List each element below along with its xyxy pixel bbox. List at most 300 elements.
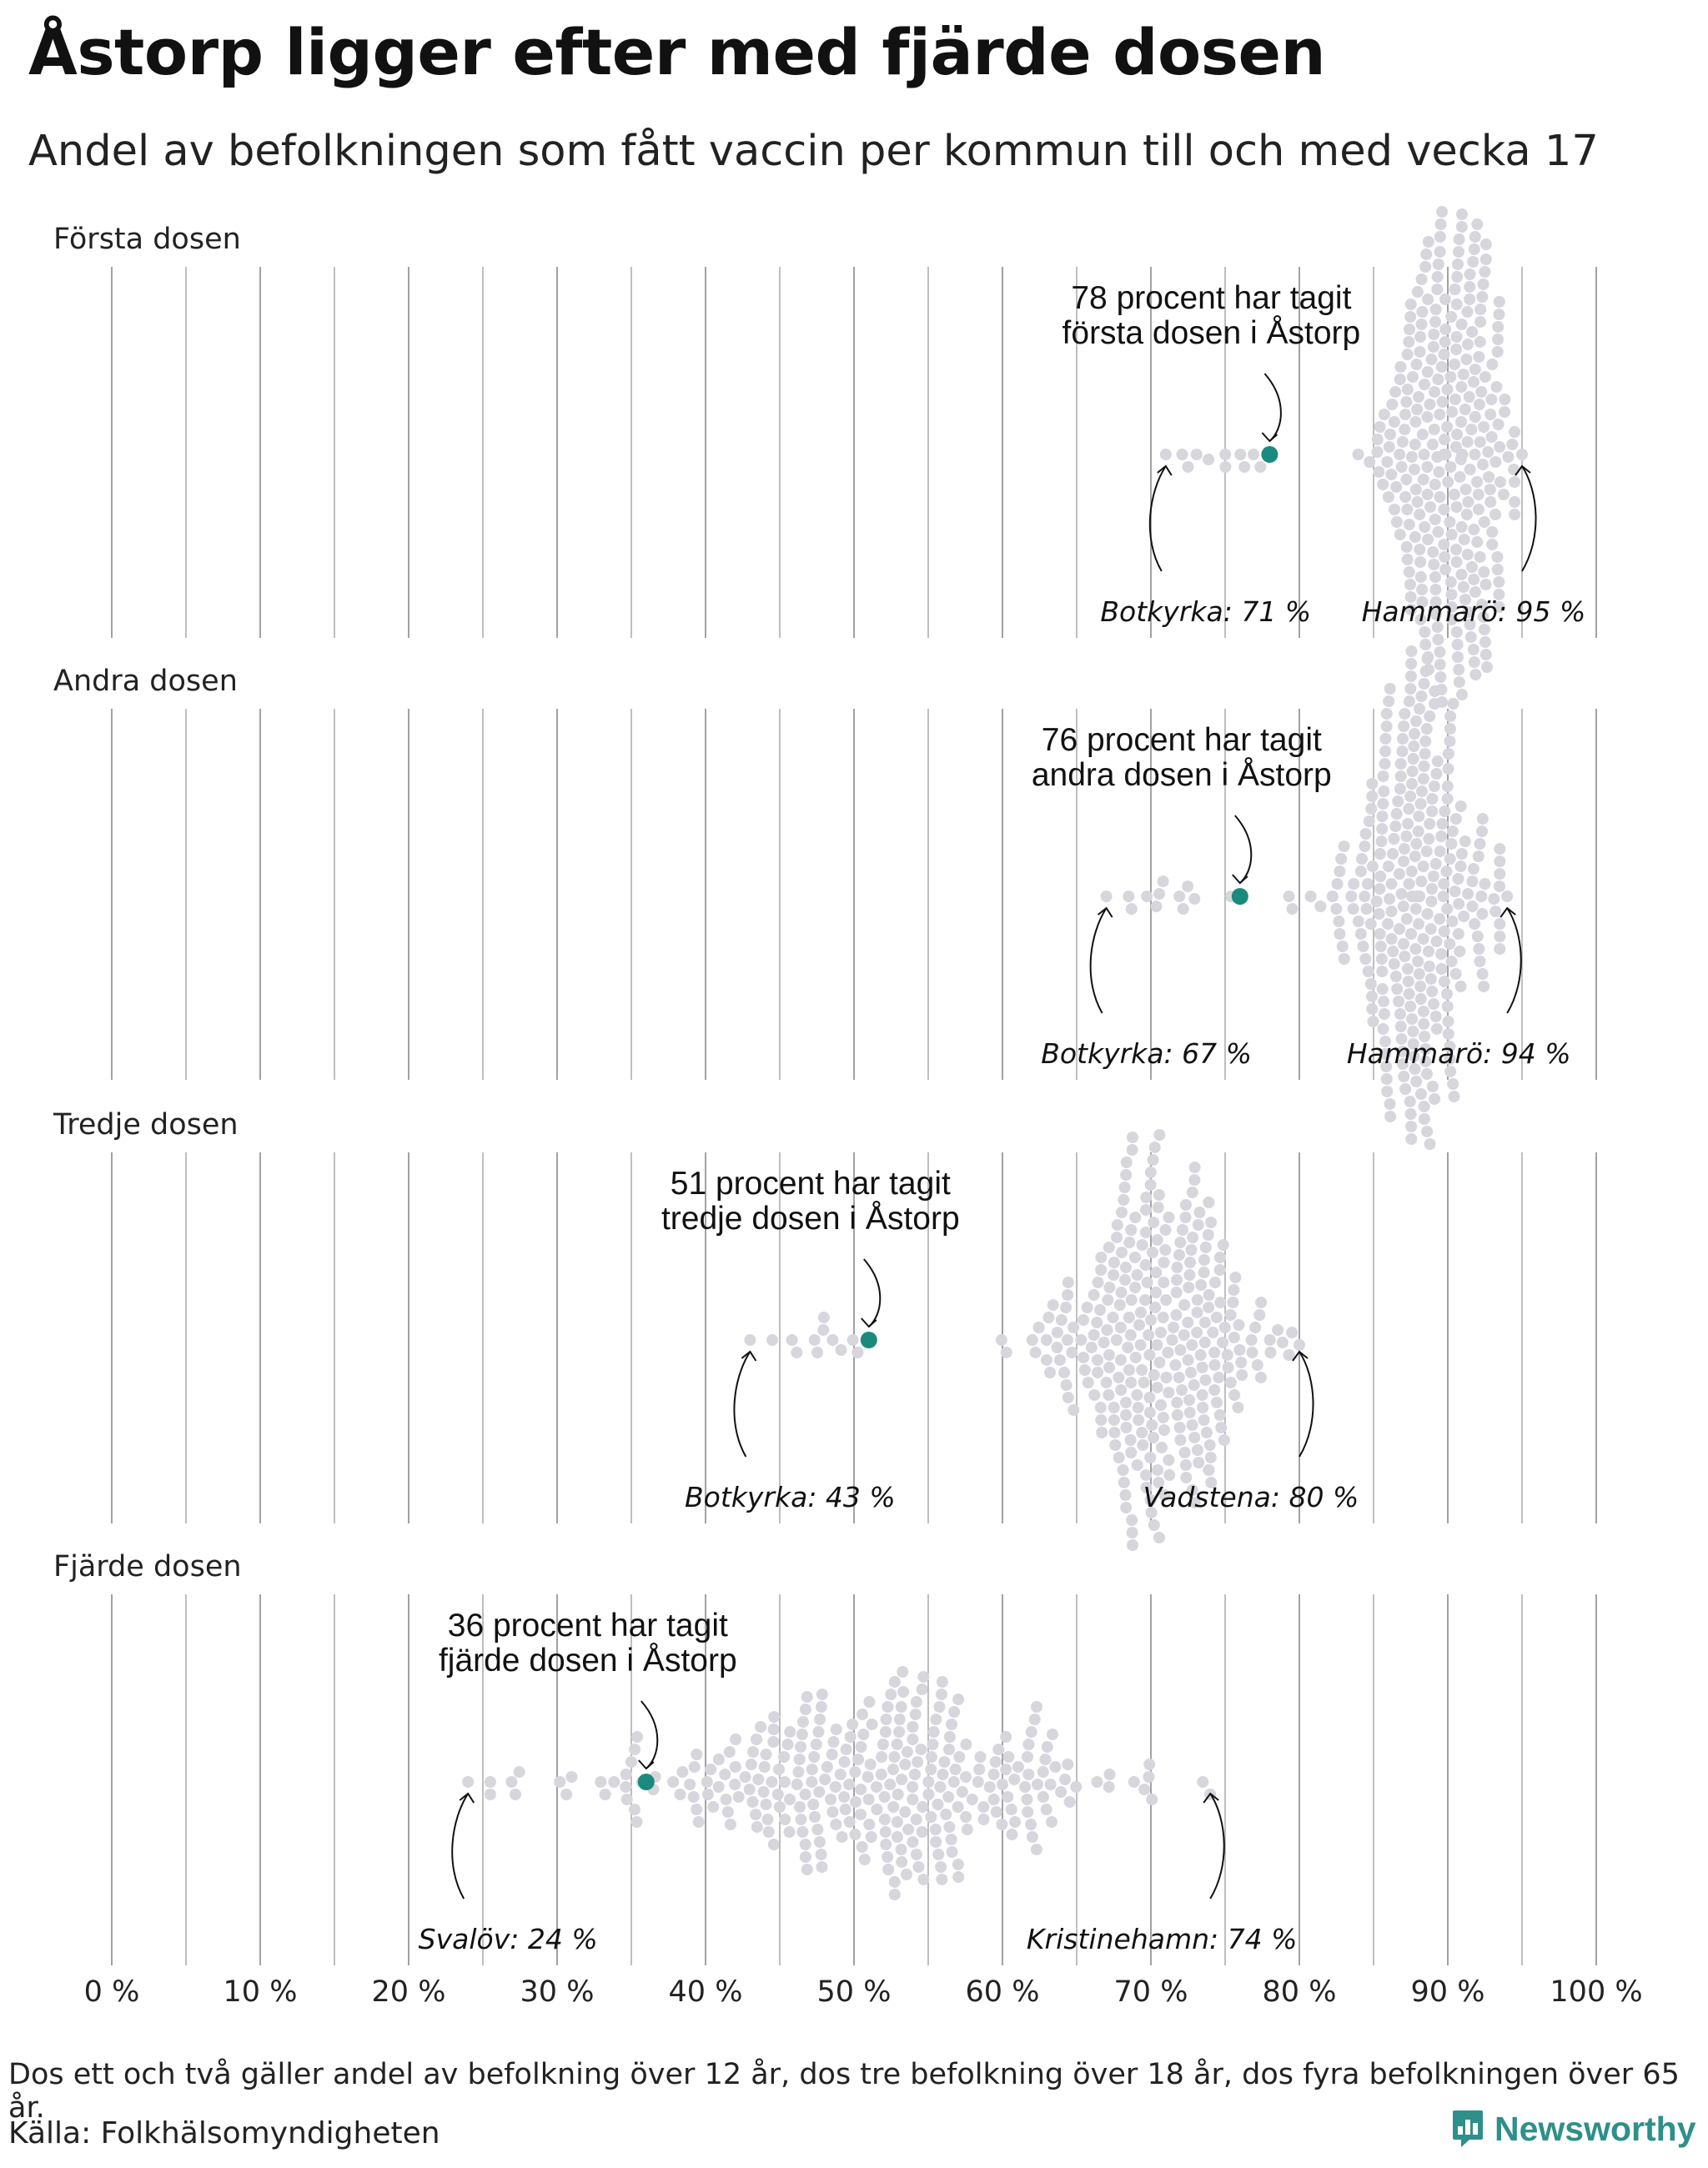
kommun-dot bbox=[1446, 529, 1458, 540]
kommun-dot bbox=[1187, 1419, 1198, 1431]
x-tick-label: 80 % bbox=[1262, 1975, 1337, 2009]
kommun-dot bbox=[927, 1739, 938, 1750]
kommun-dot bbox=[1429, 386, 1440, 398]
kommun-dot bbox=[835, 1769, 846, 1780]
kommun-dot bbox=[1150, 1267, 1162, 1278]
kommun-dot bbox=[1484, 484, 1496, 495]
kommun-dot bbox=[1365, 918, 1377, 930]
kommun-dot bbox=[1468, 574, 1479, 585]
kommun-dot bbox=[1485, 394, 1497, 405]
kommun-dot bbox=[1449, 1091, 1460, 1102]
kommun-dot bbox=[1386, 933, 1398, 945]
kommun-dot bbox=[1056, 1314, 1068, 1326]
kommun-dot bbox=[1409, 439, 1421, 450]
kommun-dot bbox=[766, 1776, 777, 1788]
kommun-dot bbox=[1133, 1402, 1144, 1413]
kommun-dot bbox=[1184, 1257, 1196, 1268]
brand-logo-link[interactable] bbox=[1451, 2108, 1696, 2150]
kommun-dot bbox=[1479, 878, 1491, 890]
kommun-dot bbox=[1452, 639, 1464, 650]
kommun-dot bbox=[1197, 1776, 1208, 1788]
kommun-dot bbox=[892, 1789, 904, 1800]
kommun-dot bbox=[1394, 1008, 1406, 1020]
kommun-dot bbox=[839, 1756, 851, 1768]
kommun-dot bbox=[1360, 828, 1372, 840]
kommun-dot bbox=[1182, 1317, 1193, 1328]
kommun-dot bbox=[1450, 344, 1462, 355]
kommun-dot bbox=[1160, 449, 1172, 460]
kommun-dot bbox=[1152, 1382, 1163, 1393]
kommun-dot bbox=[691, 1804, 702, 1815]
kommun-dot bbox=[1501, 891, 1513, 902]
kommun-dot bbox=[925, 1811, 937, 1823]
kommun-dot bbox=[1409, 851, 1421, 862]
kommun-dot bbox=[462, 1776, 474, 1788]
kommun-dot bbox=[826, 1806, 838, 1818]
kommun-dot bbox=[730, 1761, 741, 1773]
kommun-dot bbox=[1180, 1199, 1192, 1211]
kommun-dot bbox=[1410, 484, 1422, 495]
kommun-dot bbox=[1460, 354, 1472, 365]
kommun-dot bbox=[818, 1312, 830, 1323]
kommun-dot bbox=[1448, 698, 1459, 710]
kommun-dot bbox=[1466, 901, 1478, 912]
kommun-dot bbox=[1002, 1791, 1013, 1803]
kommun-dot bbox=[896, 1701, 907, 1713]
kommun-dot bbox=[967, 1794, 978, 1805]
kommun-dot bbox=[1163, 1454, 1174, 1466]
kommun-dot bbox=[1475, 386, 1487, 398]
kommun-dot bbox=[1062, 1759, 1073, 1770]
kommun-dot bbox=[773, 1764, 785, 1775]
kommun-dot bbox=[1120, 1409, 1132, 1421]
kommun-dot bbox=[1389, 386, 1401, 398]
kommun-dot bbox=[1494, 943, 1505, 955]
kommun-dot bbox=[925, 1764, 937, 1775]
kommun-dot bbox=[1434, 646, 1445, 658]
kommun-dot bbox=[882, 1864, 894, 1875]
kommun-dot bbox=[1450, 813, 1462, 825]
kommun-dot bbox=[907, 1781, 918, 1793]
kommun-dot bbox=[1111, 1334, 1123, 1346]
kommun-dot bbox=[1041, 1354, 1052, 1366]
kommun-dot bbox=[1456, 221, 1468, 233]
kommun-dot bbox=[856, 1741, 867, 1753]
kommun-dot bbox=[1228, 1332, 1240, 1343]
kommun-dot bbox=[1264, 1347, 1276, 1358]
kommun-dot bbox=[1479, 636, 1491, 648]
kommun-dot bbox=[758, 1786, 770, 1798]
kommun-dot bbox=[1462, 339, 1474, 350]
kommun-dot bbox=[774, 1801, 786, 1813]
max-label: Hammarö: 95 % bbox=[1361, 595, 1586, 628]
kommun-dot bbox=[1419, 735, 1431, 747]
x-tick-label: 50 % bbox=[816, 1975, 892, 2009]
kommun-dot bbox=[1451, 501, 1463, 513]
kommun-dot bbox=[809, 1334, 821, 1346]
kommun-dot bbox=[1421, 1068, 1433, 1080]
kommun-dot bbox=[836, 1344, 847, 1356]
kommun-dot bbox=[675, 1789, 686, 1800]
kommun-dot bbox=[1464, 281, 1475, 293]
kommun-dot bbox=[779, 1814, 791, 1825]
kommun-dot bbox=[1462, 306, 1474, 318]
kommun-dot bbox=[1163, 1387, 1174, 1398]
kommun-dot bbox=[1442, 1016, 1454, 1027]
kommun-dot bbox=[888, 1751, 900, 1763]
kommun-dot bbox=[1381, 1086, 1393, 1097]
kommun-dot bbox=[1436, 361, 1448, 373]
kommun-dot bbox=[759, 1761, 771, 1773]
kommun-dot bbox=[1378, 785, 1389, 797]
kommun-dot bbox=[1411, 359, 1423, 370]
kommun-dot bbox=[1460, 484, 1472, 495]
kommun-dot bbox=[1486, 359, 1498, 370]
kommun-dot bbox=[1052, 1327, 1063, 1338]
kommun-dot bbox=[1409, 531, 1421, 543]
kommun-dot bbox=[1493, 419, 1505, 430]
kommun-dot bbox=[1160, 1224, 1172, 1236]
kommun-dot bbox=[1006, 1829, 1017, 1840]
kommun-dot bbox=[1486, 431, 1498, 443]
kommun-dot bbox=[1143, 1392, 1155, 1403]
kommun-dot bbox=[786, 1334, 798, 1346]
kommun-dot bbox=[1233, 1319, 1244, 1331]
kommun-dot bbox=[1494, 868, 1505, 880]
kommun-dot bbox=[911, 1696, 922, 1708]
kommun-dot bbox=[1119, 1182, 1131, 1193]
kommun-dot bbox=[1198, 1414, 1210, 1426]
kommun-dot bbox=[1116, 1207, 1128, 1218]
kommun-dot bbox=[1161, 1372, 1173, 1383]
kommun-dot bbox=[1368, 1016, 1379, 1027]
kommun-dot bbox=[1434, 659, 1446, 670]
x-tick-label: 10 % bbox=[223, 1975, 298, 2009]
kommun-dot bbox=[1477, 968, 1489, 980]
kommun-dot bbox=[1253, 1309, 1265, 1321]
kommun-dot bbox=[1151, 1339, 1163, 1351]
kommun-dot bbox=[1439, 564, 1451, 575]
kommun-dot bbox=[1409, 943, 1421, 955]
kommun-dot bbox=[1247, 1347, 1258, 1358]
kommun-dot bbox=[1405, 670, 1417, 682]
kommun-dot bbox=[772, 1789, 784, 1800]
kommun-dot bbox=[1379, 409, 1390, 420]
kommun-dot bbox=[1060, 1302, 1072, 1313]
kommun-dot bbox=[1462, 888, 1474, 900]
kommun-dot bbox=[1429, 685, 1440, 697]
kommun-dot bbox=[1397, 733, 1409, 745]
kommun-dot bbox=[1478, 981, 1489, 992]
kommun-dot bbox=[1465, 424, 1477, 435]
kommun-dot bbox=[1042, 1741, 1053, 1753]
kommun-dot bbox=[1222, 1349, 1233, 1361]
kommun-dot bbox=[1120, 1502, 1132, 1513]
kommun-dot bbox=[1376, 953, 1388, 965]
kommun-dot bbox=[554, 1776, 565, 1788]
kommun-dot bbox=[1345, 891, 1357, 902]
kommun-dot bbox=[1414, 891, 1425, 902]
kommun-dot bbox=[1492, 564, 1504, 575]
kommun-dot bbox=[880, 1726, 892, 1738]
kommun-dot bbox=[1203, 1289, 1215, 1301]
min-arrow bbox=[452, 1794, 468, 1899]
kommun-dot bbox=[937, 1769, 949, 1780]
kommun-dot bbox=[1398, 1071, 1409, 1082]
kommun-dot bbox=[1144, 1407, 1156, 1418]
kommun-dot bbox=[1425, 923, 1437, 935]
kommun-dot bbox=[1468, 524, 1479, 535]
kommun-dot bbox=[1359, 953, 1371, 965]
kommun-dot bbox=[1187, 1232, 1198, 1243]
kommun-dot bbox=[1122, 1342, 1133, 1353]
min-label: Botkyrka: 71 % bbox=[1100, 595, 1312, 628]
kommun-dot bbox=[1486, 539, 1498, 550]
kommun-dot bbox=[892, 1831, 903, 1843]
kommun-dot bbox=[1143, 1329, 1154, 1341]
kommun-dot bbox=[1214, 1409, 1226, 1421]
kommun-dot bbox=[1120, 1397, 1132, 1408]
kommun-dot bbox=[1419, 1113, 1430, 1125]
kommun-dot bbox=[899, 1759, 911, 1770]
kommun-dot bbox=[1376, 836, 1388, 847]
kommun-dot bbox=[1225, 1377, 1237, 1388]
kommun-dot bbox=[1177, 1224, 1188, 1236]
kommun-dot bbox=[1088, 1289, 1100, 1301]
kommun-dot bbox=[1416, 306, 1428, 318]
kommun-dot bbox=[1444, 853, 1456, 865]
kommun-dot bbox=[1108, 1257, 1120, 1268]
kommun-dot bbox=[1133, 1414, 1144, 1426]
kommun-dot bbox=[1006, 1804, 1017, 1815]
kommun-dot bbox=[814, 1836, 826, 1848]
kommun-dot bbox=[1390, 971, 1402, 982]
kommun-dot bbox=[1191, 1327, 1203, 1338]
kommun-dot bbox=[957, 1786, 968, 1798]
kommun-dot bbox=[1456, 208, 1468, 220]
kommun-dot bbox=[1474, 838, 1486, 850]
kommun-dot bbox=[1140, 1227, 1152, 1238]
kommun-dot bbox=[1435, 218, 1447, 230]
kommun-dot bbox=[1114, 1299, 1126, 1311]
kommun-dot bbox=[1092, 1776, 1103, 1788]
kommun-dot bbox=[1334, 928, 1345, 940]
kommun-dot bbox=[1392, 795, 1404, 807]
kommun-dot bbox=[877, 1739, 889, 1750]
kommun-dot bbox=[889, 1876, 901, 1888]
kommun-dot bbox=[689, 1761, 701, 1773]
kommun-dot bbox=[1103, 1349, 1115, 1361]
kommun-dot bbox=[1474, 399, 1485, 410]
kommun-dot bbox=[1188, 1432, 1200, 1443]
kommun-dot bbox=[1458, 911, 1469, 922]
kommun-dot bbox=[1412, 496, 1424, 508]
kommun-dot bbox=[847, 1334, 859, 1346]
kommun-dot bbox=[1381, 720, 1393, 732]
kommun-dot bbox=[1009, 1816, 1021, 1828]
kommun-dot bbox=[1203, 454, 1214, 465]
kommun-dot bbox=[1422, 908, 1434, 920]
kommun-dot bbox=[855, 1809, 867, 1820]
kommun-dot bbox=[1149, 1302, 1161, 1313]
kommun-dot bbox=[885, 1689, 897, 1700]
kommun-dot bbox=[608, 1776, 620, 1788]
kommun-dot bbox=[1219, 1322, 1231, 1333]
max-label: Vadstena: 80 % bbox=[1143, 1481, 1359, 1513]
kommun-dot bbox=[719, 1769, 731, 1780]
kommun-dot bbox=[1379, 745, 1391, 757]
kommun-dot bbox=[1445, 576, 1457, 588]
kommun-dot bbox=[485, 1789, 496, 1800]
kommun-dot bbox=[1119, 1274, 1131, 1286]
kommun-dot bbox=[688, 1791, 700, 1803]
kommun-dot bbox=[808, 1751, 820, 1763]
kommun-dot bbox=[1464, 391, 1475, 403]
kommun-dot bbox=[922, 1776, 934, 1788]
kommun-dot bbox=[1029, 1714, 1041, 1725]
kommun-dot bbox=[1453, 928, 1464, 940]
kommun-dot bbox=[684, 1779, 696, 1790]
kommun-dot bbox=[1488, 893, 1500, 905]
kommun-dot bbox=[1095, 1264, 1107, 1276]
kommun-dot bbox=[1389, 821, 1401, 832]
kommun-dot bbox=[1045, 1779, 1057, 1790]
min-label: Botkyrka: 43 % bbox=[685, 1481, 896, 1513]
kommun-dot bbox=[600, 1789, 611, 1800]
kommun-dot bbox=[1439, 926, 1450, 937]
kommun-dot bbox=[1173, 891, 1185, 902]
kommun-dot bbox=[1183, 1282, 1194, 1293]
kommun-dot bbox=[880, 1826, 892, 1838]
highlight-arrow bbox=[1264, 374, 1281, 441]
kommun-dot bbox=[1061, 1379, 1073, 1391]
highlight-label: fjärde dosen i Åstorp bbox=[438, 1643, 737, 1679]
kommun-dot bbox=[1466, 326, 1478, 338]
kommun-dot bbox=[1377, 798, 1389, 810]
kommun-dot bbox=[744, 1334, 756, 1346]
kommun-dot bbox=[1480, 649, 1492, 660]
highlight-dot bbox=[638, 1774, 655, 1790]
kommun-dot bbox=[928, 1726, 940, 1738]
kommun-dot bbox=[1428, 341, 1439, 353]
kommun-dot bbox=[782, 1739, 794, 1750]
kommun-dot bbox=[1458, 581, 1469, 593]
kommun-dot bbox=[1424, 818, 1435, 830]
kommun-dot bbox=[1451, 626, 1463, 638]
kommun-dot bbox=[1406, 451, 1418, 463]
kommun-dot bbox=[1439, 324, 1451, 335]
kommun-dot bbox=[1125, 1224, 1137, 1236]
kommun-dot bbox=[1465, 631, 1477, 643]
kommun-dot bbox=[1143, 1771, 1155, 1783]
kommun-dot bbox=[1399, 708, 1410, 720]
kommun-dot bbox=[1432, 755, 1444, 767]
kommun-dot bbox=[1127, 1527, 1138, 1538]
kommun-dot bbox=[1203, 1229, 1214, 1241]
kommun-dot bbox=[1373, 466, 1384, 478]
kommun-dot bbox=[1205, 1452, 1217, 1463]
kommun-dot bbox=[1203, 1197, 1214, 1208]
kommun-dot bbox=[1365, 978, 1377, 990]
kommun-dot bbox=[1152, 1234, 1163, 1246]
kommun-dot bbox=[1422, 411, 1434, 423]
kommun-dot bbox=[1494, 881, 1505, 892]
kommun-dot bbox=[1064, 1796, 1076, 1808]
kommun-dot bbox=[1410, 838, 1422, 850]
kommun-dot bbox=[825, 1794, 836, 1805]
kommun-dot bbox=[1127, 1539, 1138, 1551]
kommun-dot bbox=[1125, 1329, 1137, 1341]
kommun-dot bbox=[1348, 903, 1359, 915]
kommun-dot bbox=[1509, 476, 1520, 488]
kommun-dot bbox=[1136, 1427, 1148, 1438]
kommun-dot bbox=[1410, 715, 1422, 727]
kommun-dot bbox=[910, 1709, 922, 1720]
kommun-dot bbox=[1374, 928, 1386, 940]
kommun-dot bbox=[1031, 1701, 1042, 1713]
kommun-dot bbox=[631, 1816, 643, 1828]
kommun-dot bbox=[761, 1749, 772, 1760]
kommun-dot bbox=[1389, 416, 1400, 428]
kommun-dot bbox=[863, 1696, 875, 1708]
kommun-dot bbox=[1452, 258, 1464, 270]
kommun-dot bbox=[1374, 883, 1385, 895]
kommun-dot bbox=[849, 1829, 861, 1840]
kommun-dot bbox=[1372, 434, 1384, 445]
kommun-dot bbox=[1109, 1439, 1121, 1451]
kommun-dot bbox=[1431, 284, 1443, 295]
kommun-dot bbox=[1449, 886, 1461, 897]
kommun-dot bbox=[1469, 656, 1480, 668]
kommun-dot bbox=[1332, 878, 1344, 890]
x-axis bbox=[84, 1975, 1643, 2009]
kommun-dot bbox=[1126, 1294, 1138, 1306]
kommun-dot bbox=[1098, 1337, 1110, 1348]
kommun-dot bbox=[1446, 916, 1458, 927]
kommun-dot bbox=[1442, 780, 1454, 792]
kommun-dot bbox=[1125, 1377, 1137, 1388]
kommun-dot bbox=[1160, 1294, 1172, 1306]
panel-title: Andra dosen bbox=[53, 665, 238, 698]
kommun-dot bbox=[1418, 474, 1429, 485]
kommun-dot bbox=[1458, 369, 1469, 380]
kommun-dot bbox=[1498, 489, 1510, 500]
kommun-dot bbox=[1109, 1427, 1121, 1438]
kommun-dot bbox=[1475, 891, 1487, 902]
kommun-dot bbox=[934, 1701, 946, 1713]
kommun-dot bbox=[750, 1809, 761, 1820]
kommun-dot bbox=[816, 1701, 827, 1713]
min-label: Svalöv: 24 % bbox=[418, 1923, 598, 1955]
kommun-dot bbox=[1472, 931, 1484, 942]
kommun-dot bbox=[595, 1776, 606, 1788]
kommun-dot bbox=[766, 1334, 778, 1346]
kommun-dot bbox=[1174, 1434, 1186, 1446]
kommun-dot bbox=[1173, 1372, 1185, 1383]
kommun-dot bbox=[1139, 1294, 1151, 1306]
kommun-dot bbox=[1086, 1342, 1098, 1353]
kommun-dot bbox=[1419, 626, 1430, 638]
kommun-dot bbox=[721, 1794, 732, 1805]
kommun-dot bbox=[917, 1671, 929, 1683]
kommun-dot bbox=[1462, 436, 1474, 448]
kommun-dot bbox=[1126, 1514, 1138, 1526]
kommun-dot bbox=[1451, 331, 1463, 343]
kommun-dot bbox=[1123, 1237, 1135, 1248]
kommun-dot bbox=[800, 1789, 811, 1800]
kommun-dot bbox=[1162, 1347, 1173, 1358]
kommun-dot bbox=[1491, 381, 1503, 393]
